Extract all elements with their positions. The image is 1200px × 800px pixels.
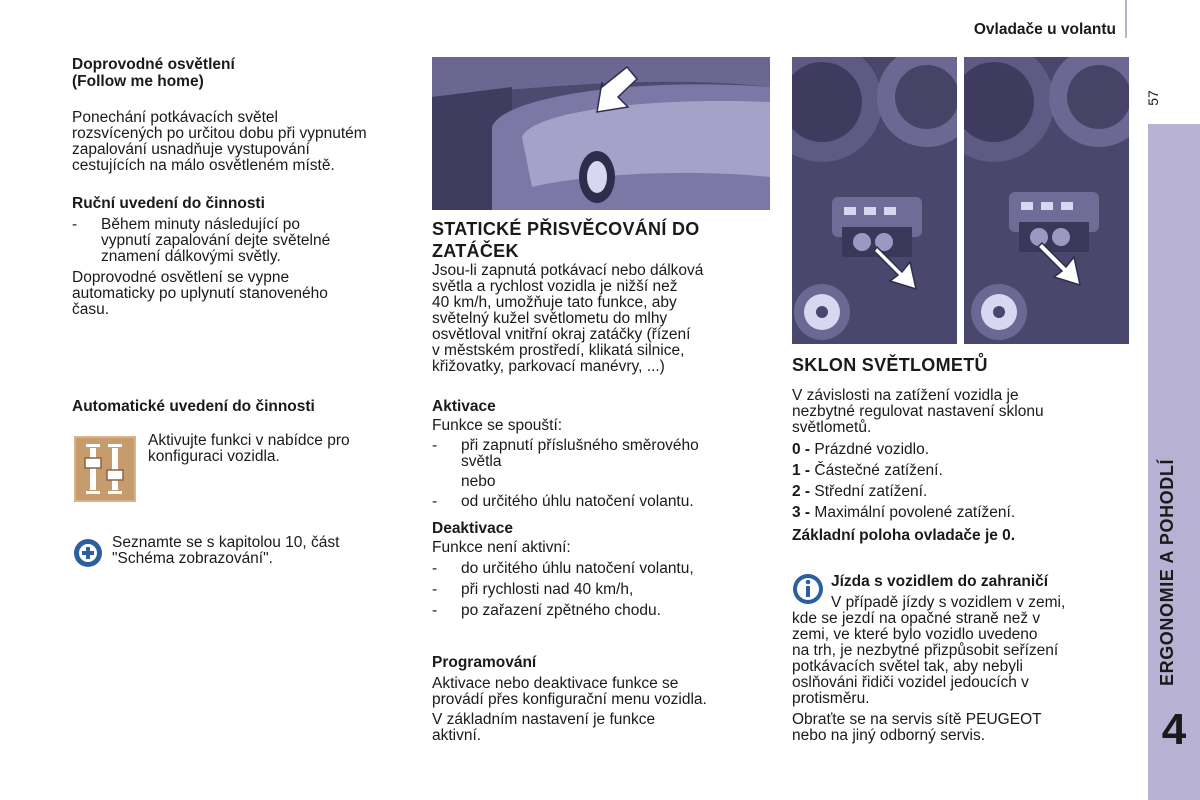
cornering-title-line2: ZATÁČEK [432,241,519,261]
fog-lamp-image [432,57,770,210]
load-levels-list [792,442,1137,521]
deactivation-item: - do určitého úhlu natočení volantu, [432,560,694,577]
text-line: při rychlosti nad 40 km/h, [461,581,634,598]
text-line: v městském prostředí, klikatá silnice, [432,342,685,359]
deactivation-intro: Funkce není aktivní: [432,539,571,556]
manual-heading: Ruční uvedení do činnosti [72,195,265,212]
header-rule [1125,0,1127,38]
abroad-text-first [831,595,1131,611]
side-tab-title: ERGONOMIE A POHODLÍ [1157,458,1177,686]
text-line: nezbytné regulovat nastavení sklonu [792,403,1044,420]
text-line: od určitého úhlu natočení volantu. [461,493,694,510]
text-line: křižovatky, parkovací manévry, ...) [432,358,665,375]
service-text [792,712,1137,744]
deactivation-heading: Deaktivace [432,520,514,537]
text-line: oslňováni řidiči vozidel jedoucích v [792,674,1029,691]
text-line: znamení dálkovými světly. [101,248,281,265]
text-line: potkávacích světel tak, aby nebyli [792,658,1023,675]
text-line: kde se jezdí na opačné straně než v [792,610,1041,627]
abroad-text [792,611,1137,744]
text-line: 40 km/h, umožňuje tato funkce, aby [432,294,677,311]
text-line: světlometů. [792,419,872,436]
list-item: 2 - Střední zatížení. [792,483,928,500]
text-line: do určitého úhlu natočení volantu, [461,560,694,577]
text-line: V případě jízdy s vozidlem v zemi, [831,594,1066,611]
text-line: času. [72,301,110,318]
text-line: světelný kužel světlometu do mlhy [432,310,668,327]
cornering-intro [432,263,777,375]
section-title: Doprovodné osvětlení [72,56,235,73]
default-position: Základní poloha ovladače je 0. [792,527,1016,544]
headlamp-intro [792,388,1137,436]
text-line: při zapnutí příslušného směrového [461,437,699,454]
activation-heading: Aktivace [432,398,496,415]
activation-item: - při zapnutí příslušného směrového světla [432,437,699,470]
intro-paragraph [72,110,412,174]
text-line: zemi, ve které bylo vozidlo uvedeno [792,626,1038,643]
plus-circle-icon [73,538,103,568]
sliders-icon [74,436,136,502]
text-line: aktivní. [432,727,482,744]
column-headlamp-leveling [792,354,1137,544]
manual-list-item: - Během minuty následující po vypnutí zapalování dejte světelné znamení dálkovými světly. [72,216,331,265]
activation-or: nebo [461,473,496,490]
text-line: Jsou-li zapnutá potkávací nebo dálková [432,262,704,279]
text-line: Během minuty následující po [101,216,301,233]
config-text [148,433,408,465]
dashboard-image-left [792,57,957,344]
auto-off-paragraph [72,270,412,318]
deactivation-item: - po zařazení zpětného chodu. [432,602,661,619]
text-line: vypnutí zapalování dejte světelné [101,232,331,249]
abroad-heading: Jízda s vozidlem do zahraničí [831,573,1049,590]
text-line: cestujících na málo osvětleném místě. [72,157,335,174]
list-item: 0 - Prázdné vozidlo. [792,441,929,458]
chapter-number: 4 [1161,705,1187,754]
section-subtitle: (Follow me home) [72,73,204,90]
text-line: Seznamte se s kapitolou 10, část [112,534,340,551]
text-line: protisměru. [792,690,870,707]
headlamp-title: SKLON SVĚTLOMETŮ [792,355,988,375]
list-item: 1 - Částečné zatížení. [792,462,943,479]
list-item: 3 - Maximální povolené zatížení. [792,504,1016,521]
cornering-title: STATICKÉ PŘISVĚCOVÁNÍ DO [432,219,700,239]
text-line: po zařazení zpětného chodu. [461,602,661,619]
text-line: světla a rychlost vozidla je nižší než [432,278,678,295]
info-icon [792,573,824,605]
text-line: na trh, je nezbytné přizpůsobit seřízení [792,642,1059,659]
column-cornering-light [432,218,777,375]
programming-heading: Programování [432,654,537,671]
header-title: Ovladače u volantu [973,21,1116,38]
text-line: Ponechání potkávacích světel [72,109,278,126]
text-line: "Schéma zobrazování". [112,550,273,567]
text-line: zapalování usnadňuje vystupování [72,141,310,158]
text-line: světla [461,453,502,470]
text-line: osvětloval vnitřní okraj zatáčky (řízení [432,326,691,343]
text-line: nebo na jiný odborný servis. [792,727,986,744]
text-line: Doprovodné osvětlení se vypne [72,269,290,286]
activation-block [432,398,777,619]
text-line: automaticky po uplynutí stanoveného [72,285,328,302]
text-line: V závislosti na zatížení vozidla je [792,387,1019,404]
text-line: provádí přes konfigurační menu vozidla. [432,691,707,708]
page-number: 57 [1145,90,1161,106]
activation-item: - od určitého úhlu natočení volantu. [432,493,694,510]
see-chapter-text [112,535,408,567]
column-follow-me-home [72,56,412,318]
programming-block [432,654,777,744]
text-line: Obraťte se na servis sítě PEUGEOT [792,711,1042,728]
auto-heading: Automatické uvedení do činnosti [72,398,315,415]
text-line: rozsvícených po určitou dobu při vypnutém [72,125,367,142]
text-line: Aktivujte funkci v nabídce pro [148,432,350,449]
deactivation-item: - při rychlosti nad 40 km/h, [432,581,634,598]
dashboard-image-right [964,57,1129,344]
activation-intro: Funkce se spouští: [432,417,563,434]
text-line: konfiguraci vozidla. [148,448,280,465]
text-line: V základním nastavení je funkce [432,711,656,728]
text-line: Aktivace nebo deaktivace funkce se [432,675,679,692]
